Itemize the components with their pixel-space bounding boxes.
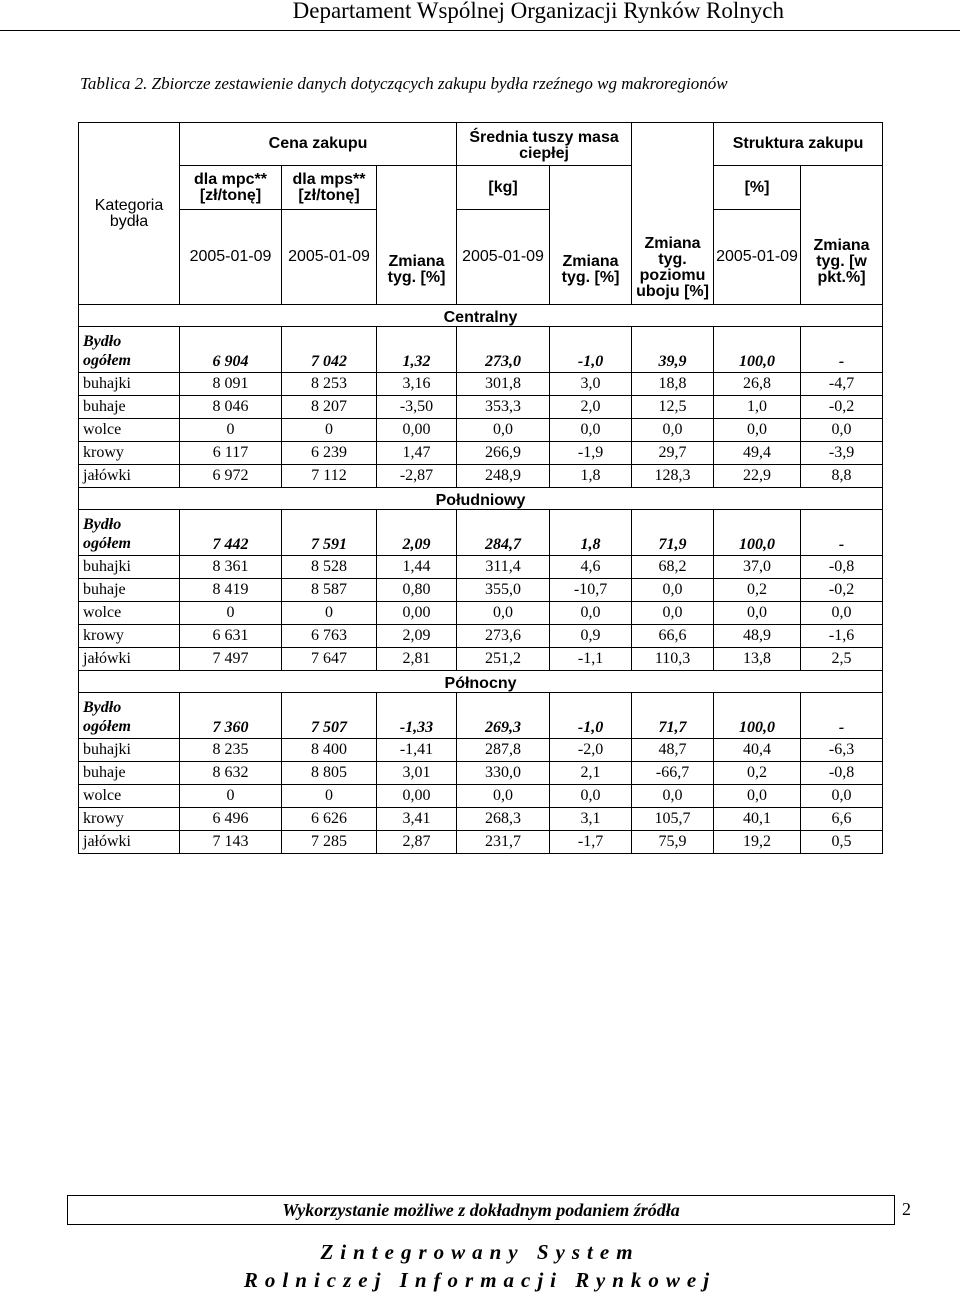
table-cell: 266,9 [457,442,550,465]
row-label: buhajki [79,556,180,579]
table-cell: 0,9 [550,625,632,648]
total-cell: 1,32 [377,327,457,373]
table-cell: 0,80 [377,579,457,602]
table-cell: 18,8 [632,373,714,396]
total-cell: 7 591 [282,510,377,556]
col-header-mpc: dla mpc** [zł/tonę] [180,166,282,210]
table-row [79,442,883,465]
table-cell: 6 239 [282,442,377,465]
total-cell: 273,0 [457,327,550,373]
table-cell: -0,2 [801,579,883,602]
total-label [79,693,180,739]
table-cell: 3,16 [377,373,457,396]
table-cell: 0 [282,602,377,625]
table-cell: 26,8 [714,373,801,396]
table-cell: 0 [180,602,282,625]
table-cell: 48,7 [632,739,714,762]
table-row [79,625,883,648]
table-row [79,556,883,579]
row-label: buhajki [79,373,180,396]
table-cell: 110,3 [632,648,714,671]
struktura-label: Struktura [732,135,804,152]
row-label: wolce [79,785,180,808]
total-cell: 2,09 [377,510,457,556]
usage-note-box [67,1195,895,1225]
col-header-struktura [714,123,883,166]
table-cell: 0,0 [714,602,801,625]
table-cell: 8 805 [282,762,377,785]
table-cell: 0,5 [801,831,883,854]
table-cell: 3,41 [377,808,457,831]
total-cell: 269,3 [457,693,550,739]
table-cell: -0,2 [801,396,883,419]
table-cell: 8 207 [282,396,377,419]
total-row [79,510,883,556]
total-cell: 71,7 [632,693,714,739]
col-header-srednia-masa [457,123,632,166]
table-cell: 0 [180,419,282,442]
cattle-purchase-table [78,122,883,854]
table-cell: 6 117 [180,442,282,465]
total-row [79,693,883,739]
table-cell: 1,44 [377,556,457,579]
table-cell: -1,1 [550,648,632,671]
col-header-kategoria: Kategoria bydła [79,123,180,305]
srednia-label: Średnia tuszy [469,129,574,146]
table-cell: 40,4 [714,739,801,762]
table-cell: 248,9 [457,465,550,488]
table-cell: 2,1 [550,762,632,785]
table-cell: 105,7 [632,808,714,831]
table-cell: 8 587 [282,579,377,602]
table-cell: 4,6 [550,556,632,579]
col-header-zmiana-masa: Zmiana tyg. [%] [550,166,632,305]
total-label-label-1: Bydło [83,333,122,350]
total-cell: 39,9 [632,327,714,373]
row-label: wolce [79,602,180,625]
table-cell: 2,09 [377,625,457,648]
table-cell: -1,7 [550,831,632,854]
total-cell: 7 360 [180,693,282,739]
department-title: Departament Wspólnej Organizacji Rynków Rolnych [292,0,784,23]
system-name-line-2: Rolniczej Informacji Rynkowej [243,1268,717,1292]
table-cell: -0,8 [801,762,883,785]
table-cell: 6 496 [180,808,282,831]
table-cell: 3,0 [550,373,632,396]
table-cell: 68,2 [632,556,714,579]
table-cell: 1,8 [550,465,632,488]
region-name: Centralny [79,305,883,327]
table-cell: 330,0 [457,762,550,785]
col-header-pct: [%] [714,166,801,210]
total-cell: -1,33 [377,693,457,739]
table-cell: 0,0 [632,785,714,808]
table-cell: 19,2 [714,831,801,854]
region-header-row [79,488,883,510]
col-header-zmiana-pkt: Zmiana tyg. [w pkt.%] [801,166,883,305]
table-cell: -2,87 [377,465,457,488]
table-cell: 8,8 [801,465,883,488]
table-cell: 7 143 [180,831,282,854]
total-label-label-2: ogółem [83,535,131,552]
col-header-kg: [kg] [457,166,550,210]
table-row [79,808,883,831]
total-cell: 7 507 [282,693,377,739]
table-cell: 0,0 [457,785,550,808]
col-header-cena-zakupu: Cena zakupu [180,123,457,166]
table-row [79,648,883,671]
table-cell: -1,6 [801,625,883,648]
total-cell: 1,8 [550,510,632,556]
row-label: buhaje [79,396,180,419]
table-row [79,739,883,762]
system-name-line-1: Zintegrowany System [320,1240,640,1264]
row-label: jałówki [79,831,180,854]
table-cell: 0 [282,785,377,808]
total-cell: 100,0 [714,510,801,556]
row-label: buhajki [79,739,180,762]
total-label [79,510,180,556]
col-header-zmiana-cena: Zmiana tyg. [%] [377,166,457,305]
table-cell: -2,0 [550,739,632,762]
table-cell: 6 626 [282,808,377,831]
table-cell: 0,0 [550,419,632,442]
total-label-label-1: Bydło [83,699,122,716]
table-cell: 0,00 [377,602,457,625]
table-cell: 2,5 [801,648,883,671]
row-label: wolce [79,419,180,442]
table-cell: 353,3 [457,396,550,419]
table-cell: 128,3 [632,465,714,488]
table-cell: -1,41 [377,739,457,762]
total-cell: 6 904 [180,327,282,373]
total-cell: - [801,693,883,739]
table-cell: 1,47 [377,442,457,465]
col-header-mps: dla mps** [zł/tonę] [282,166,377,210]
table-cell: 2,0 [550,396,632,419]
table-cell: -4,7 [801,373,883,396]
table-cell: 22,9 [714,465,801,488]
table-cell: 48,9 [714,625,801,648]
table-cell: 7 112 [282,465,377,488]
table-cell: 8 361 [180,556,282,579]
page-number: 2 [902,1199,911,1219]
table-cell: 3,01 [377,762,457,785]
table-cell: -0,8 [801,556,883,579]
table-row [79,465,883,488]
table-cell: 0 [282,419,377,442]
table-cell: 268,3 [457,808,550,831]
table-cell: 75,9 [632,831,714,854]
table-cell: 8 253 [282,373,377,396]
table-cell: 0,0 [550,602,632,625]
region-name: Południowy [79,488,883,510]
total-cell: 71,9 [632,510,714,556]
table-cell: 8 632 [180,762,282,785]
row-label: krowy [79,808,180,831]
table-cell: 8 419 [180,579,282,602]
row-label: buhaje [79,762,180,785]
table-cell: 231,7 [457,831,550,854]
page-header [0,0,960,31]
table-cell: 0 [180,785,282,808]
table-cell: 8 528 [282,556,377,579]
table-cell: 7 647 [282,648,377,671]
table-cell: 6 631 [180,625,282,648]
total-cell: - [801,327,883,373]
table-cell: 8 046 [180,396,282,419]
table-cell: 2,81 [377,648,457,671]
col-header-zmiana-uboju: Zmiana tyg. poziomu uboju [%] [632,123,714,305]
total-cell: -1,0 [550,693,632,739]
region-header-row [79,305,883,327]
table-cell: 0,0 [632,579,714,602]
col-header-date-struktura: 2005-01-09 [714,210,801,305]
table-cell: 7 497 [180,648,282,671]
table-cell: 273,6 [457,625,550,648]
table-cell: 6 763 [282,625,377,648]
table-cell: 40,1 [714,808,801,831]
table-cell: 49,4 [714,442,801,465]
table-cell: 0,0 [714,419,801,442]
total-cell: 284,7 [457,510,550,556]
table-cell: 3,1 [550,808,632,831]
table-cell: 0,2 [714,579,801,602]
row-label: jałówki [79,648,180,671]
table-cell: 251,2 [457,648,550,671]
row-label: jałówki [79,465,180,488]
table-body [79,305,883,854]
table-cell: 13,8 [714,648,801,671]
table-cell: 0,0 [801,419,883,442]
table-cell: 29,7 [632,442,714,465]
table-row [79,579,883,602]
row-label: krowy [79,625,180,648]
region-name: Północny [79,671,883,693]
total-row [79,327,883,373]
table-cell: 0,0 [457,419,550,442]
table-cell: 0,0 [714,785,801,808]
total-label-label-1: Bydło [83,516,122,533]
col-header-date-mpc: 2005-01-09 [180,210,282,305]
table-cell: 301,8 [457,373,550,396]
total-cell: -1,0 [550,327,632,373]
table-cell: 2,87 [377,831,457,854]
table-row [79,373,883,396]
table-cell: 6 972 [180,465,282,488]
total-label [79,327,180,373]
total-cell: 100,0 [714,327,801,373]
table-row [79,602,883,625]
table-cell: -6,3 [801,739,883,762]
col-header-date-mps: 2005-01-09 [282,210,377,305]
table-cell: 0,0 [632,602,714,625]
table-cell: 355,0 [457,579,550,602]
table-cell: 0,0 [801,785,883,808]
table-header [79,123,883,305]
table-row [79,396,883,419]
total-label-label-2: ogółem [83,718,131,735]
table-cell: 8 400 [282,739,377,762]
total-cell: 100,0 [714,693,801,739]
zakupu-label: zakupu [808,135,864,152]
table-cell: 12,5 [632,396,714,419]
table-cell: 0,00 [377,785,457,808]
table-cell: -10,7 [550,579,632,602]
total-cell: 7 042 [282,327,377,373]
masa-label: masa ciepłej [519,129,619,162]
table-cell: -1,9 [550,442,632,465]
table-cell: -66,7 [632,762,714,785]
table-cell: 0,0 [550,785,632,808]
table-cell: 0,00 [377,419,457,442]
table-cell: 6,6 [801,808,883,831]
table-cell: 0,2 [714,762,801,785]
table-cell: -3,9 [801,442,883,465]
table-cell: 1,0 [714,396,801,419]
table-cell: 37,0 [714,556,801,579]
table-cell: 7 285 [282,831,377,854]
row-label: buhaje [79,579,180,602]
table-caption: Tablica 2. Zbiorcze zestawienie danych dotyczących zakupu bydła rzeźnego wg makroregionów [80,74,728,93]
table-row [79,785,883,808]
table-cell: 66,6 [632,625,714,648]
table-cell: 0,0 [801,602,883,625]
table-row [79,762,883,785]
table-cell: 287,8 [457,739,550,762]
region-header-row [79,671,883,693]
col-header-date-masa: 2005-01-09 [457,210,550,305]
table-cell: 0,0 [457,602,550,625]
total-cell: 7 442 [180,510,282,556]
table-row [79,831,883,854]
table-cell: 8 091 [180,373,282,396]
table-cell: 8 235 [180,739,282,762]
total-cell: - [801,510,883,556]
table-cell: 0,0 [632,419,714,442]
table-cell: -3,50 [377,396,457,419]
table-cell: 311,4 [457,556,550,579]
row-label: krowy [79,442,180,465]
usage-note: Wykorzystanie możliwe z dokładnym podaniem źródła [282,1200,680,1220]
total-label-label-2: ogółem [83,352,131,369]
table-row [79,419,883,442]
